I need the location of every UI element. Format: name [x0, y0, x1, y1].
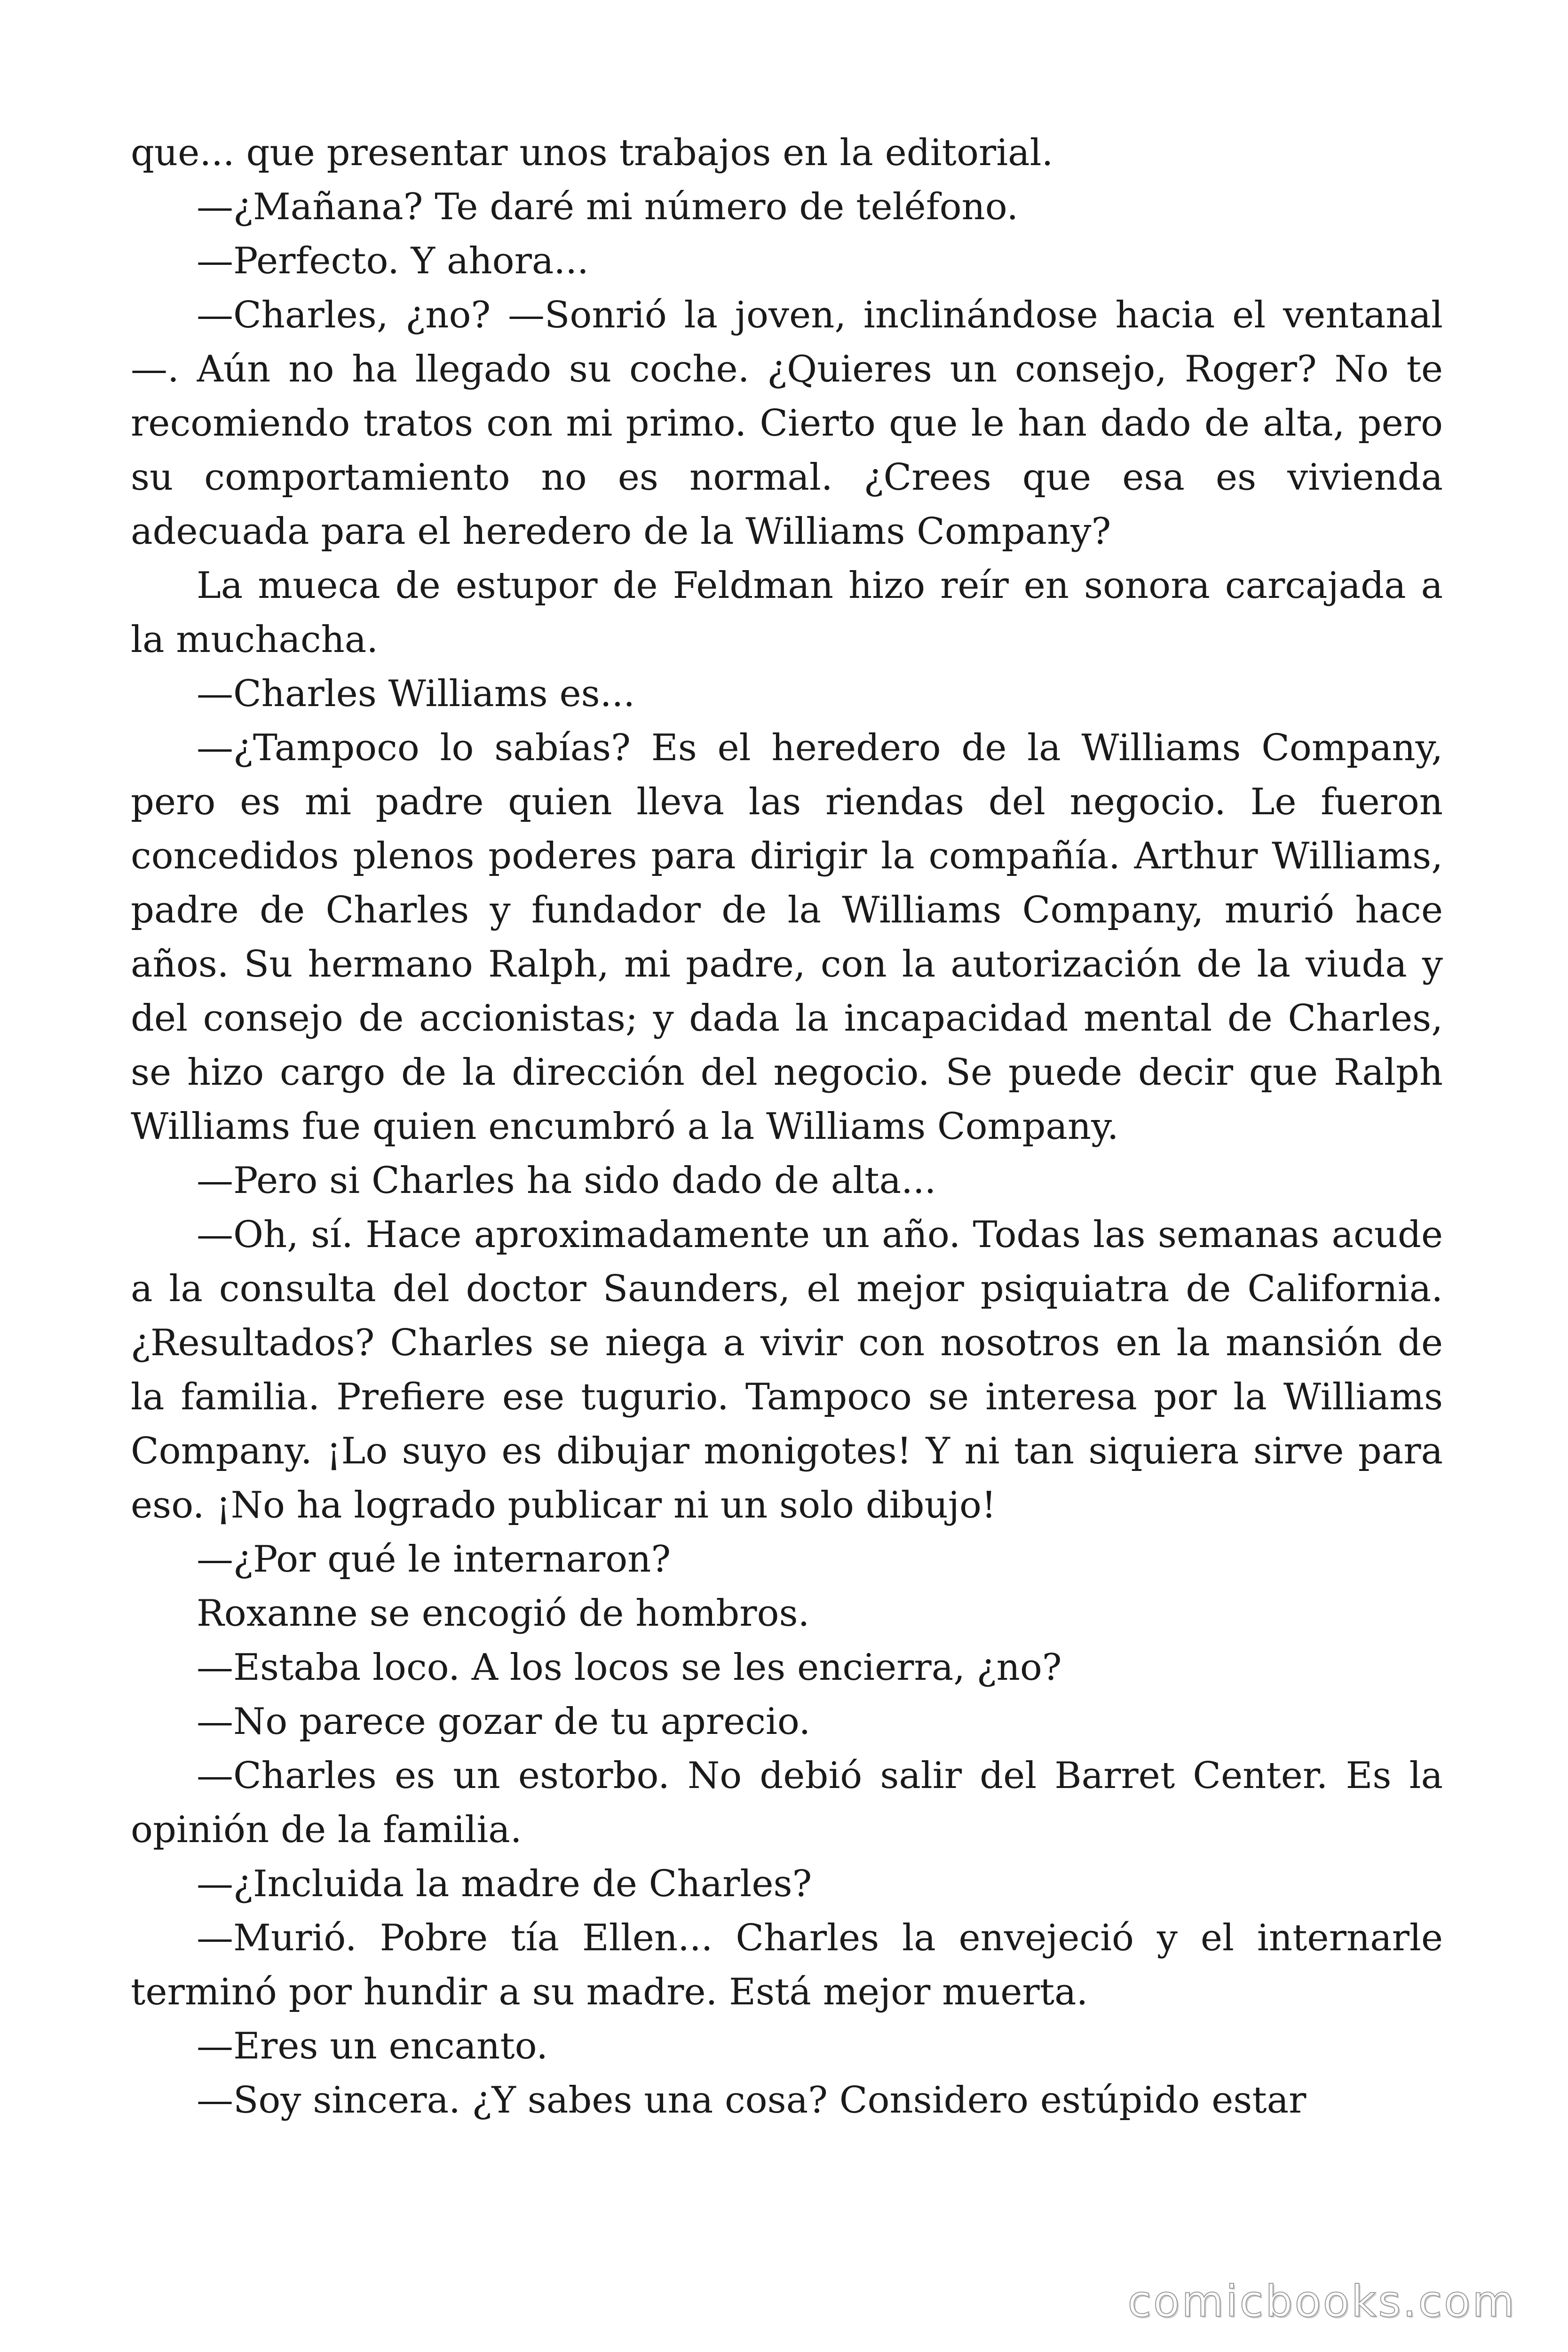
- paragraph: —Estaba loco. A los locos se les encierra, ¿no?: [197, 1646, 1062, 1689]
- watermark: comicbooks.com: [1127, 2276, 1516, 2327]
- paragraph: —Soy sincera. ¿Y sabes una cosa? Considero estúpido estar: [197, 2079, 1307, 2122]
- paragraph: —¿Incluida la madre de Charles?: [197, 1863, 812, 1905]
- paragraph: Roxanne se encogió de hombros.: [197, 1592, 810, 1635]
- paragraph: —Charles, ¿no? —Sonrió la joven, inclinándose hacia el ventanal—. Aún no ha llegado su coche. ¿Quieres un consejo, Roger? No te recomiendo tratos con mi primo. Cierto que le han dado de alta, pero su comportamiento no es normal. ¿Crees que esa es vivienda adecuada para el heredero de la Williams Company?: [131, 294, 1443, 553]
- paragraph: —Murió. Pobre tía Ellen... Charles la envejeció y el internarle terminó por hundir a su madre. Está mejor muerta.: [131, 1917, 1443, 2013]
- paragraph: La mueca de estupor de Feldman hizo reír en sonora carcajada a la muchacha.: [131, 564, 1443, 661]
- paragraph: —Charles es un estorbo. No debió salir del Barret Center. Es la opinión de la familia.: [131, 1755, 1443, 1851]
- paragraph: —Charles Williams es...: [197, 673, 635, 715]
- paragraph: —Eres un encanto.: [197, 2025, 548, 2067]
- page-text: [131, 126, 1443, 2205]
- paragraph: que... que presentar unos trabajos en la editorial.: [131, 132, 1053, 174]
- paragraph: —¿Tampoco lo sabías? Es el heredero de la Williams Company, pero es mi padre quien lleva las riendas del negocio. Le fueron concedidos plenos poderes para dirigir la compañía. Arthur Williams, padre de Charles y fundador de la Williams Company, murió hace años. Su hermano Ralph, mi padre, con la autorización de la viuda y del consejo de accionistas; y dada la incapacidad mental de Charles, se hizo cargo de la dirección del negocio. Se puede decir que Ralph Williams fue quien encumbró a la Williams Company.: [131, 727, 1443, 1148]
- paragraph: —Pero si Charles ha sido dado de alta...: [197, 1160, 936, 1202]
- paragraph: —Perfecto. Y ahora...: [197, 240, 589, 282]
- paragraph: —¿Por qué le internaron?: [197, 1538, 671, 1581]
- paragraph: —No parece gozar de tu aprecio.: [197, 1700, 811, 1743]
- paragraph: —Oh, sí. Hace aproximadamente un año. Todas las semanas acude a la consulta del doctor Saunders, el mejor psiquiatra de California. ¿Resultados? Charles se niega a vivir con nosotros en la mansión de la familia. Prefiere ese tugurio. Tampoco se interesa por la Williams Company. ¡Lo suyo es dibujar monigotes! Y ni tan siquiera sirve para eso. ¡No ha logrado publicar ni un solo dibujo!: [131, 1214, 1443, 1526]
- paragraph: —¿Mañana? Te daré mi número de teléfono.: [197, 186, 1019, 228]
